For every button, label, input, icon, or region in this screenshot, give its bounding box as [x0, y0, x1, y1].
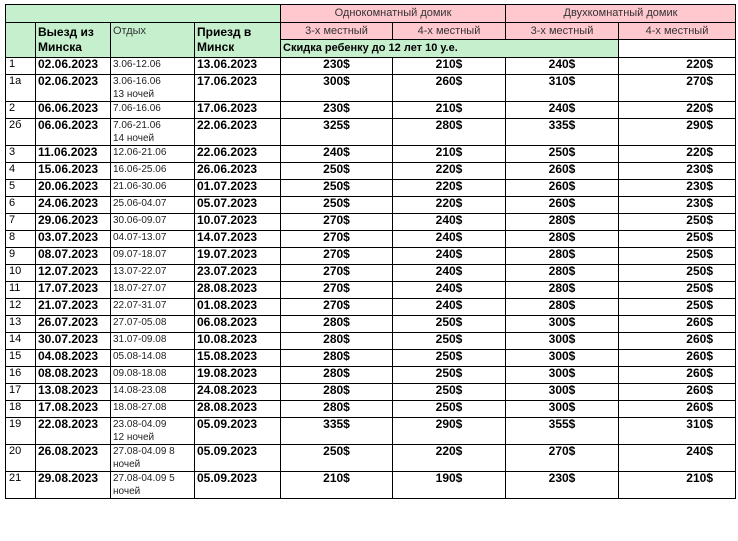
price-one-room-3bed: 300$ [281, 75, 393, 102]
table-row [6, 350, 736, 367]
price-two-room-4bed: 260$ [619, 350, 736, 367]
price-two-room-3bed: 300$ [506, 401, 619, 418]
price-two-room-3bed: 280$ [506, 299, 619, 316]
rest-period [111, 231, 195, 248]
price-two-room-4bed: 240$ [619, 445, 736, 472]
price-two-room-4bed: 250$ [619, 299, 736, 316]
row-number: 7 [6, 214, 36, 231]
rest-period [111, 146, 195, 163]
row-number: 16 [6, 367, 36, 384]
price-two-room-4bed: 270$ [619, 75, 736, 102]
rest-period [111, 367, 195, 384]
row-number: 5 [6, 180, 36, 197]
price-one-room-4bed: 220$ [393, 180, 506, 197]
price-two-room-3bed: 300$ [506, 367, 619, 384]
departure-date: 22.08.2023 [36, 418, 111, 445]
discount-blank [619, 40, 736, 58]
rest-period-line: 18.07-27.07 [113, 283, 167, 294]
price-two-room-3bed: 270$ [506, 445, 619, 472]
rest-period-line: 13.07-22.07 [113, 266, 167, 277]
price-one-room-4bed: 250$ [393, 333, 506, 350]
arrival-date: 05.07.2023 [195, 197, 281, 214]
price-two-room-4bed: 250$ [619, 282, 736, 299]
table-row [6, 146, 736, 163]
arrival-date: 05.09.2023 [195, 418, 281, 445]
row-number: 1 [6, 58, 36, 75]
row-number: 8 [6, 231, 36, 248]
arrival-date: 10.07.2023 [195, 214, 281, 231]
price-two-room-3bed: 260$ [506, 197, 619, 214]
table-row [6, 231, 736, 248]
rest-period-line: 09.07-18.07 [113, 249, 167, 260]
arrival-date: 23.07.2023 [195, 265, 281, 282]
price-two-room-4bed: 290$ [619, 119, 736, 146]
departure-date: 24.06.2023 [36, 197, 111, 214]
table-row [6, 75, 736, 102]
rest-period-line: 22.07-31.07 [113, 300, 167, 311]
rest-period [111, 401, 195, 418]
row-number: 2 [6, 102, 36, 119]
price-two-room-4bed: 260$ [619, 367, 736, 384]
arrival-date: 26.06.2023 [195, 163, 281, 180]
price-one-room-4bed: 190$ [393, 472, 506, 499]
departure-date: 29.06.2023 [36, 214, 111, 231]
row-number: 6 [6, 197, 36, 214]
table-row [6, 472, 736, 499]
departure-date: 13.08.2023 [36, 384, 111, 401]
price-two-room-4bed: 230$ [619, 163, 736, 180]
price-one-room-4bed: 240$ [393, 299, 506, 316]
row-number: 18 [6, 401, 36, 418]
rest-period-line: 7.06-16.06 [113, 103, 161, 114]
table-row [6, 58, 736, 75]
price-two-room-3bed: 355$ [506, 418, 619, 445]
price-one-room-4bed: 260$ [393, 75, 506, 102]
departure-date: 17.07.2023 [36, 282, 111, 299]
price-two-room-3bed: 335$ [506, 119, 619, 146]
arrival-date: 22.06.2023 [195, 119, 281, 146]
row-number: 21 [6, 472, 36, 499]
table-row [6, 102, 736, 119]
rest-period-line: 27.08-04.09 8 [113, 446, 175, 457]
price-one-room-4bed: 220$ [393, 197, 506, 214]
arrival-date: 14.07.2023 [195, 231, 281, 248]
price-one-room-4bed: 250$ [393, 316, 506, 333]
price-table [5, 4, 736, 499]
rest-period-line: 30.06-09.07 [113, 215, 167, 226]
rest-period [111, 333, 195, 350]
row-number: 12 [6, 299, 36, 316]
price-one-room-3bed: 280$ [281, 316, 393, 333]
price-two-room-3bed: 300$ [506, 333, 619, 350]
table-row [6, 282, 736, 299]
price-one-room-3bed: 280$ [281, 333, 393, 350]
price-one-room-3bed: 270$ [281, 299, 393, 316]
price-one-room-3bed: 240$ [281, 146, 393, 163]
rest-period [111, 248, 195, 265]
arrival-date: 05.09.2023 [195, 445, 281, 472]
rest-period [111, 316, 195, 333]
price-one-room-3bed: 270$ [281, 265, 393, 282]
row-number: 3 [6, 146, 36, 163]
one-room-4bed-header: 4-х местный [393, 23, 506, 40]
price-one-room-4bed: 210$ [393, 102, 506, 119]
price-one-room-4bed: 240$ [393, 248, 506, 265]
row-number: 20 [6, 445, 36, 472]
rest-period [111, 119, 195, 146]
price-two-room-3bed: 300$ [506, 350, 619, 367]
row-number: 19 [6, 418, 36, 445]
price-one-room-4bed: 240$ [393, 282, 506, 299]
price-one-room-4bed: 250$ [393, 350, 506, 367]
arrival-date: 15.08.2023 [195, 350, 281, 367]
departure-date: 26.07.2023 [36, 316, 111, 333]
departure-date: 20.06.2023 [36, 180, 111, 197]
price-two-room-4bed: 250$ [619, 248, 736, 265]
rest-period-line: 04.07-13.07 [113, 232, 167, 243]
rest-period-line: 23.08-04.09 [113, 419, 167, 430]
table-row [6, 384, 736, 401]
rest-period-line: ночей [113, 459, 141, 470]
row-number: 9 [6, 248, 36, 265]
table-row [6, 445, 736, 472]
two-room-3bed-header: 3-х местный [506, 23, 619, 40]
arrival-date: 13.06.2023 [195, 58, 281, 75]
price-two-room-4bed: 260$ [619, 384, 736, 401]
rest-period-line: 09.08-18.08 [113, 368, 167, 379]
price-one-room-4bed: 220$ [393, 445, 506, 472]
rest-period [111, 163, 195, 180]
price-two-room-3bed: 280$ [506, 231, 619, 248]
departure-date: 17.08.2023 [36, 401, 111, 418]
rest-period-line: 12.06-21.06 [113, 147, 167, 158]
price-two-room-4bed: 230$ [619, 180, 736, 197]
rest-period [111, 299, 195, 316]
rest-period-line: 3.06-12.06 [113, 59, 161, 70]
rest-period [111, 350, 195, 367]
price-two-room-4bed: 250$ [619, 265, 736, 282]
rest-period [111, 102, 195, 119]
two-room-header: Двухкомнатный домик [506, 5, 736, 23]
price-two-room-3bed: 280$ [506, 214, 619, 231]
departure-date: 29.08.2023 [36, 472, 111, 499]
rest-period [111, 180, 195, 197]
price-one-room-3bed: 270$ [281, 231, 393, 248]
departure-date: 06.06.2023 [36, 119, 111, 146]
rest-period [111, 265, 195, 282]
table-row [6, 214, 736, 231]
table-row [6, 265, 736, 282]
table-row [6, 316, 736, 333]
departure-date: 08.07.2023 [36, 248, 111, 265]
price-one-room-4bed: 250$ [393, 367, 506, 384]
departure-date: 15.06.2023 [36, 163, 111, 180]
row-number: 10 [6, 265, 36, 282]
rest-period-line: 21.06-30.06 [113, 181, 167, 192]
rest-period-line: 18.08-27.08 [113, 402, 167, 413]
rest-period [111, 418, 195, 445]
price-two-room-3bed: 280$ [506, 282, 619, 299]
table-row [6, 180, 736, 197]
departure-date: 04.08.2023 [36, 350, 111, 367]
one-room-3bed-header: 3-х местный [281, 23, 393, 40]
rest-period-line: 31.07-09.08 [113, 334, 167, 345]
arrival-date: 24.08.2023 [195, 384, 281, 401]
arrival-date: 28.08.2023 [195, 401, 281, 418]
rest-period-line: ночей [113, 486, 141, 497]
departure-date: 12.07.2023 [36, 265, 111, 282]
price-two-room-4bed: 250$ [619, 231, 736, 248]
rest-period-line: 3.06-16.06 [113, 76, 161, 87]
price-two-room-3bed: 300$ [506, 384, 619, 401]
price-two-room-4bed: 210$ [619, 472, 736, 499]
arrival-date: 28.08.2023 [195, 282, 281, 299]
price-two-room-3bed: 300$ [506, 316, 619, 333]
rest-period-line: 27.07-05.08 [113, 317, 167, 328]
price-two-room-4bed: 310$ [619, 418, 736, 445]
price-one-room-4bed: 240$ [393, 231, 506, 248]
price-one-room-3bed: 230$ [281, 58, 393, 75]
rest-period-line: 16.06-25.06 [113, 164, 167, 175]
rest-period-line: 05.08-14.08 [113, 351, 167, 362]
departure-date: 02.06.2023 [36, 75, 111, 102]
number-header [6, 23, 36, 58]
price-two-room-3bed: 280$ [506, 265, 619, 282]
arrival-date: 05.09.2023 [195, 472, 281, 499]
table-row [6, 197, 736, 214]
rest-period [111, 214, 195, 231]
arrival-date: 01.07.2023 [195, 180, 281, 197]
arrival-date: 19.07.2023 [195, 248, 281, 265]
price-one-room-3bed: 250$ [281, 163, 393, 180]
arrival-date: 17.06.2023 [195, 102, 281, 119]
rest-period-line: 14 ночей [113, 133, 155, 144]
table-row [6, 119, 736, 146]
arrival-header: Приезд в Минск [195, 23, 281, 58]
table-row [6, 248, 736, 265]
arrival-date: 17.06.2023 [195, 75, 281, 102]
arrival-date: 01.08.2023 [195, 299, 281, 316]
arrival-date: 19.08.2023 [195, 367, 281, 384]
departure-date: 26.08.2023 [36, 445, 111, 472]
price-one-room-3bed: 250$ [281, 445, 393, 472]
row-number: 17 [6, 384, 36, 401]
price-one-room-4bed: 290$ [393, 418, 506, 445]
price-two-room-3bed: 240$ [506, 102, 619, 119]
rest-period [111, 472, 195, 499]
price-two-room-3bed: 230$ [506, 472, 619, 499]
price-one-room-4bed: 280$ [393, 119, 506, 146]
price-one-room-3bed: 250$ [281, 180, 393, 197]
price-one-room-3bed: 250$ [281, 197, 393, 214]
price-two-room-3bed: 250$ [506, 146, 619, 163]
two-room-4bed-header: 4-х местный [619, 23, 736, 40]
row-number: 14 [6, 333, 36, 350]
table-row [6, 333, 736, 350]
departure-date: 03.07.2023 [36, 231, 111, 248]
rest-period [111, 75, 195, 102]
rest-period [111, 384, 195, 401]
rest-period-line: 7.06-21.06 [113, 120, 161, 131]
price-two-room-4bed: 260$ [619, 316, 736, 333]
price-two-room-4bed: 260$ [619, 333, 736, 350]
price-two-room-3bed: 310$ [506, 75, 619, 102]
row-number: 2б [6, 119, 36, 146]
arrival-date: 06.08.2023 [195, 316, 281, 333]
departure-date: 06.06.2023 [36, 102, 111, 119]
rest-period-line: 13 ночей [113, 89, 155, 100]
departure-date: 30.07.2023 [36, 333, 111, 350]
price-two-room-4bed: 220$ [619, 102, 736, 119]
departure-date: 21.07.2023 [36, 299, 111, 316]
price-one-room-3bed: 280$ [281, 367, 393, 384]
departure-date: 11.06.2023 [36, 146, 111, 163]
arrival-date: 10.08.2023 [195, 333, 281, 350]
price-one-room-4bed: 220$ [393, 163, 506, 180]
rest-period-line: 12 ночей [113, 432, 155, 443]
row-number: 13 [6, 316, 36, 333]
rest-period [111, 58, 195, 75]
price-one-room-4bed: 240$ [393, 214, 506, 231]
price-one-room-4bed: 250$ [393, 401, 506, 418]
price-two-room-3bed: 240$ [506, 58, 619, 75]
rest-period [111, 445, 195, 472]
price-one-room-3bed: 270$ [281, 214, 393, 231]
rest-period [111, 282, 195, 299]
price-one-room-3bed: 335$ [281, 418, 393, 445]
price-one-room-3bed: 270$ [281, 248, 393, 265]
table-row [6, 401, 736, 418]
row-number: 4 [6, 163, 36, 180]
price-two-room-3bed: 260$ [506, 180, 619, 197]
price-one-room-3bed: 270$ [281, 282, 393, 299]
row-number: 1а [6, 75, 36, 102]
table-row [6, 299, 736, 316]
rest-header: Отдых [111, 23, 195, 58]
price-two-room-4bed: 230$ [619, 197, 736, 214]
price-two-room-4bed: 220$ [619, 58, 736, 75]
rest-period [111, 197, 195, 214]
table-row [6, 163, 736, 180]
price-one-room-3bed: 230$ [281, 102, 393, 119]
row-number: 11 [6, 282, 36, 299]
price-one-room-4bed: 240$ [393, 265, 506, 282]
departure-date: 02.06.2023 [36, 58, 111, 75]
departure-header: Выезд из Минска [36, 23, 111, 58]
price-one-room-3bed: 280$ [281, 401, 393, 418]
price-two-room-4bed: 260$ [619, 401, 736, 418]
departure-date: 08.08.2023 [36, 367, 111, 384]
price-two-room-3bed: 260$ [506, 163, 619, 180]
rest-period-line: 27.08-04.09 5 [113, 473, 175, 484]
price-one-room-3bed: 280$ [281, 350, 393, 367]
arrival-date: 22.06.2023 [195, 146, 281, 163]
rest-period-line: 25.06-04.07 [113, 198, 167, 209]
price-one-room-4bed: 210$ [393, 146, 506, 163]
table-row [6, 418, 736, 445]
price-one-room-3bed: 325$ [281, 119, 393, 146]
header-top-blank [6, 5, 281, 23]
price-two-room-3bed: 280$ [506, 248, 619, 265]
one-room-header: Однокомнатный домик [281, 5, 506, 23]
price-one-room-3bed: 210$ [281, 472, 393, 499]
rest-period-line: 14.08-23.08 [113, 385, 167, 396]
price-one-room-3bed: 280$ [281, 384, 393, 401]
price-one-room-4bed: 250$ [393, 384, 506, 401]
price-one-room-4bed: 210$ [393, 58, 506, 75]
price-two-room-4bed: 250$ [619, 214, 736, 231]
table-row [6, 367, 736, 384]
row-number: 15 [6, 350, 36, 367]
discount-note: Скидка ребенку до 12 лет 10 у.е. [281, 40, 619, 58]
price-two-room-4bed: 220$ [619, 146, 736, 163]
